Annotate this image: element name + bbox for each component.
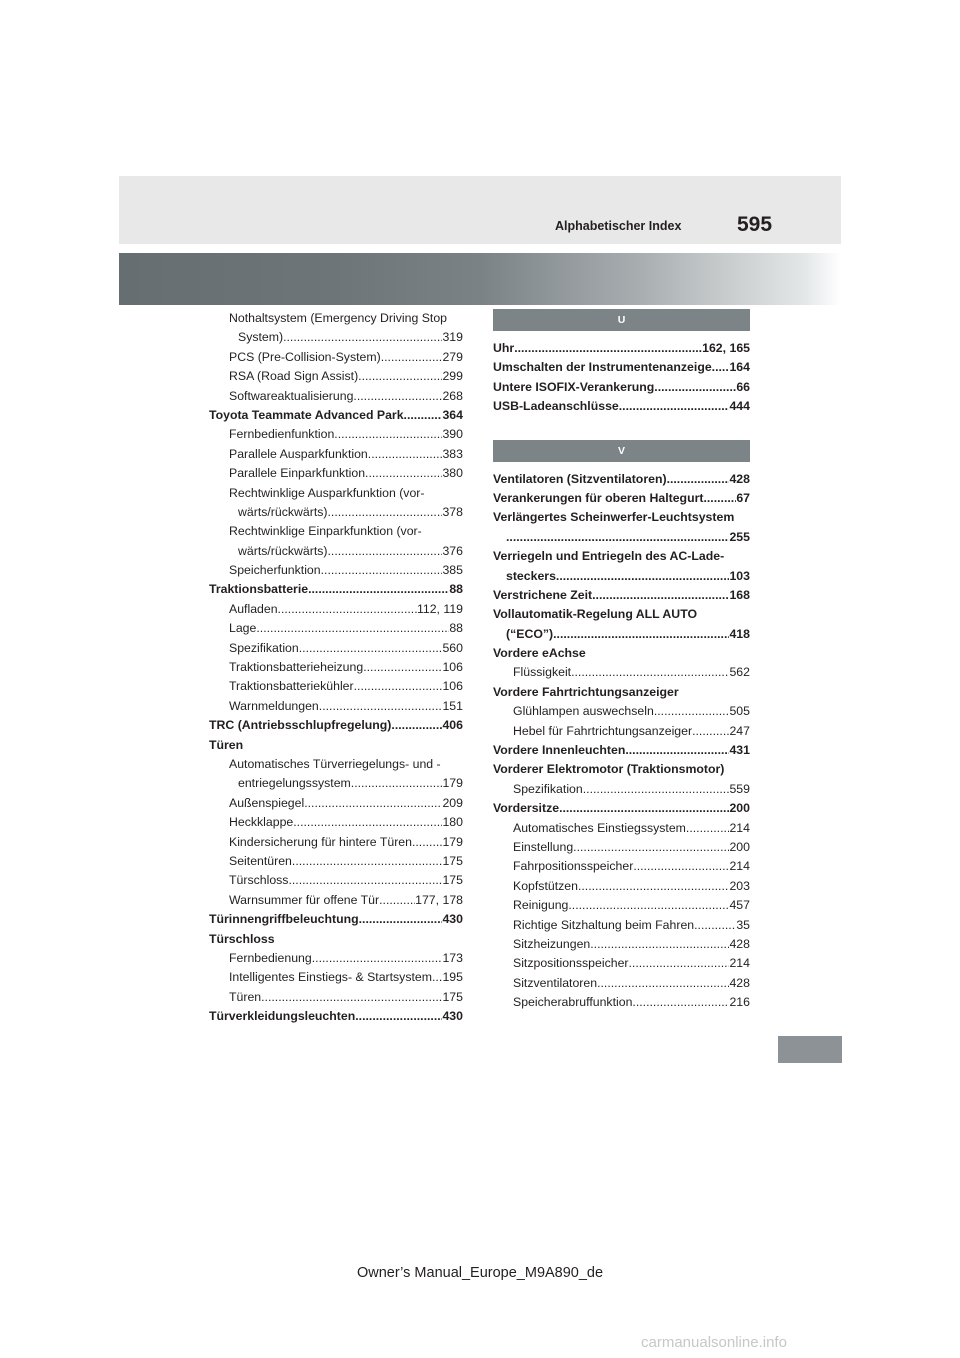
dot-leader — [686, 819, 730, 838]
dot-leader — [592, 586, 729, 605]
index-column-left — [209, 309, 463, 1026]
index-entry — [493, 702, 750, 721]
index-entry-page: 406 — [442, 718, 463, 733]
index-entry-page: 216 — [729, 995, 750, 1010]
index-entry-page: 255 — [729, 529, 750, 544]
index-entry — [209, 774, 463, 793]
index-entry-label: Umschalten der Instrumentenanzeige — [493, 360, 712, 375]
index-entry — [493, 663, 750, 682]
index-entry — [209, 600, 463, 619]
index-entry-page: 162, 165 — [702, 341, 750, 355]
index-entry-page: 505 — [729, 704, 750, 719]
index-entry-label: Untere ISOFIX-Verankerung — [493, 379, 655, 394]
index-entry-label: Verriegeln und Entriegeln des AC-Lade- — [493, 549, 725, 564]
dot-leader — [404, 406, 443, 425]
index-entry — [493, 567, 750, 586]
index-entry-page: 380 — [442, 466, 463, 481]
index-entry — [209, 716, 463, 735]
index-entry-page: 175 — [442, 873, 463, 888]
index-entry-page: 376 — [442, 543, 463, 558]
index-entry-page: 428 — [729, 471, 750, 486]
index-entry-page: 299 — [442, 369, 463, 384]
index-entry — [209, 639, 463, 658]
dot-leader — [288, 871, 442, 890]
index-entry — [209, 852, 463, 871]
index-entry-page: 151 — [442, 698, 463, 713]
index-entry-label: Vordere Innenleuchten — [493, 743, 626, 758]
index-entry-label: Aufladen — [229, 601, 278, 616]
index-entry-page: 444 — [729, 399, 750, 414]
index-entry — [209, 697, 463, 716]
dot-leader — [292, 852, 443, 871]
index-entry-page: 177, 178 — [415, 892, 463, 907]
index-entry-label: Außenspiegel — [229, 795, 305, 810]
index-entry-label: Vordere eAchse — [493, 646, 586, 661]
index-entry-page: 214 — [729, 956, 750, 971]
dot-leader — [365, 464, 442, 483]
index-entry — [209, 348, 463, 367]
chapter-tab — [778, 1036, 842, 1063]
index-entry — [493, 877, 750, 896]
dot-leader — [328, 503, 443, 522]
index-entry-page: 88 — [449, 582, 463, 597]
index-entry-label: Vordersitze — [493, 801, 560, 816]
index-entry-label: Speicherabruffunktion — [513, 995, 633, 1010]
dot-leader — [559, 799, 729, 818]
dot-leader — [667, 470, 730, 489]
dot-leader — [556, 567, 730, 586]
index-entry-label: Sitzpositionsspeicher — [513, 956, 629, 971]
index-entry-label: Traktionsbatterieheizung — [229, 660, 364, 675]
index-entry-page: 383 — [442, 446, 463, 461]
index-entry — [493, 780, 750, 799]
index-entry-label: wärts/rückwärts) — [238, 543, 328, 558]
index-entry — [493, 935, 750, 954]
index-entry-label: Richtige Sitzhaltung beim Fahren — [513, 917, 695, 932]
index-entry — [209, 930, 463, 949]
dot-leader — [261, 988, 442, 1007]
dot-leader — [633, 857, 729, 876]
dot-leader — [632, 993, 729, 1012]
index-entry-label: Rechtwinklige Einparkfunktion (vor- — [229, 524, 422, 539]
letter-bar-u: U — [493, 309, 750, 331]
index-entry-page: 390 — [442, 427, 463, 442]
index-entry-label: Traktionsbatteriekühler — [229, 679, 354, 694]
index-entry — [493, 508, 750, 527]
index-entry-label: Fernbedienung — [229, 950, 312, 965]
index-entry-page: 35 — [736, 917, 750, 932]
index-entry — [209, 561, 463, 580]
index-entry-page: 173 — [442, 950, 463, 965]
index-entry-label: Sitzventilatoren — [513, 975, 598, 990]
index-entry-label: Türen — [229, 989, 262, 1004]
index-entry — [493, 993, 750, 1012]
index-entry-label: Hebel für Fahrtrichtungsanzeiger — [513, 723, 693, 738]
dot-leader — [703, 489, 736, 508]
dot-leader — [358, 367, 442, 386]
index-entry — [493, 528, 750, 547]
dot-leader — [571, 663, 729, 682]
index-entry-page: 203 — [729, 878, 750, 893]
index-entry-label: Vordere Fahrtrichtungsanzeiger — [493, 684, 679, 699]
index-entry — [209, 464, 463, 483]
index-entry — [209, 658, 463, 677]
index-entry-label: Fahrpositionsspeicher — [513, 859, 634, 874]
index-entry-label: Türinnengriffbeleuchtung — [209, 912, 359, 927]
index-entry-label: Türen — [209, 737, 244, 752]
index-entry — [209, 988, 463, 1007]
index-entry-page: 214 — [729, 859, 750, 874]
index-entry — [493, 916, 750, 935]
index-entry — [493, 586, 750, 605]
index-entry — [493, 974, 750, 993]
index-entry — [493, 819, 750, 838]
index-entry-page: 385 — [442, 563, 463, 578]
index-entry — [209, 871, 463, 890]
dot-leader — [278, 600, 417, 619]
index-entry — [209, 522, 463, 541]
index-entry-label: PCS (Pre-Collision-System) — [229, 349, 381, 364]
index-entry-label: Spezifikation — [513, 781, 583, 796]
dot-leader — [319, 697, 443, 716]
index-entry-page: 175 — [442, 989, 463, 1004]
index-entry-page: 179 — [442, 776, 463, 791]
dot-leader — [629, 954, 730, 973]
index-entry-label: Türverkleidungsleuchten — [209, 1009, 356, 1024]
index-entry-page: 180 — [442, 815, 463, 830]
index-entry-label: Uhr — [493, 341, 515, 355]
index-entry — [209, 949, 463, 968]
dot-leader — [355, 1007, 442, 1026]
index-entry-label: Warnmeldungen — [229, 698, 319, 713]
dot-leader — [654, 378, 736, 397]
index-entry-label: Automatisches Einstiegssystem — [513, 820, 686, 835]
index-entry-label: steckers — [506, 568, 556, 583]
index-entry-page: 103 — [729, 568, 750, 583]
index-entry-label: Verlängertes Scheinwerfer-Leuchtsystem — [493, 510, 735, 525]
index-entry-label: Traktionsbatterie — [209, 582, 309, 597]
index-entry-label: Warnsummer für offene Tür — [229, 892, 380, 907]
index-entry-label: Speicherfunktion — [229, 563, 321, 578]
index-entry — [209, 736, 463, 755]
header-box — [119, 176, 841, 244]
watermark: carmanualsonline.info — [641, 1334, 787, 1351]
index-entry-page: 168 — [729, 587, 750, 602]
index-entry-label: Vorderer Elektromotor (Traktionsmotor) — [493, 762, 725, 777]
index-entry-label: Einstellung — [513, 839, 574, 854]
index-entry-label: Kopfstützen — [513, 878, 578, 893]
index-entry-label: Reinigung — [513, 898, 569, 913]
dot-leader — [328, 542, 443, 561]
index-column-right — [493, 309, 750, 1013]
index-entry-label: Verstrichene Zeit — [493, 587, 593, 602]
index-entry — [209, 910, 463, 929]
index-entry-page: 179 — [442, 834, 463, 849]
index-entry-label: Automatisches Türverriegelungs- und - — [229, 756, 441, 771]
dot-leader — [363, 658, 442, 677]
dot-leader — [354, 677, 443, 696]
dot-leader — [359, 910, 443, 929]
index-entry — [493, 470, 750, 489]
dot-leader — [293, 813, 442, 832]
index-entry — [493, 489, 750, 508]
dot-leader — [412, 833, 443, 852]
index-entry-page: 214 — [729, 820, 750, 835]
index-entry — [209, 891, 463, 910]
index-entry — [209, 833, 463, 852]
index-entry-label: Vollautomatik-Regelung ALL AUTO — [493, 607, 698, 622]
index-list-u — [493, 339, 750, 417]
index-entry — [493, 378, 750, 397]
index-entry-label: Lage — [229, 621, 257, 636]
index-entry — [209, 484, 463, 503]
footer-text: Owner’s Manual_Europe_M9A890_de — [356, 1265, 604, 1281]
dot-leader — [321, 561, 443, 580]
index-entry-page: 319 — [442, 330, 463, 345]
index-entry-page: 428 — [729, 936, 750, 951]
dot-leader — [379, 891, 415, 910]
index-entry-label: Parallele Ausparkfunktion — [229, 446, 368, 461]
index-entry-label: Nothaltsystem (Emergency Driving Stop — [229, 311, 448, 325]
index-entry-page: 200 — [729, 839, 750, 854]
letter-bar-v: V — [493, 440, 750, 462]
index-entry — [493, 625, 750, 644]
index-entry-page: 430 — [442, 912, 463, 927]
index-entry — [209, 425, 463, 444]
dot-leader — [506, 528, 729, 547]
index-entry — [209, 406, 463, 425]
index-entry-label: (“ECO”) — [506, 626, 554, 641]
dot-leader — [514, 339, 702, 358]
index-entry-label: wärts/rückwärts) — [238, 504, 328, 519]
index-entry-label: Toyota Teammate Advanced Park — [209, 407, 404, 422]
dot-leader — [712, 358, 730, 377]
dot-leader — [583, 780, 730, 799]
dot-leader — [381, 348, 443, 367]
index-entry — [493, 358, 750, 377]
dot-leader — [351, 774, 443, 793]
index-entry — [493, 644, 750, 663]
index-entry-page: 431 — [729, 743, 750, 758]
index-entry — [493, 605, 750, 624]
dot-leader — [283, 328, 442, 347]
index-entry — [209, 968, 463, 987]
index-entry-label: Verankerungen für oberen Haltegurt — [493, 490, 704, 505]
index-entry-page: 559 — [729, 781, 750, 796]
index-entry-label: Sitzheizungen — [513, 936, 591, 951]
dot-leader — [256, 619, 449, 638]
index-entry — [209, 580, 463, 599]
dot-leader — [692, 722, 729, 741]
index-entry — [493, 397, 750, 416]
index-entry-label: Ventilatoren (Sitzventilatoren) — [493, 471, 667, 486]
index-entry-label: Spezifikation — [229, 640, 299, 655]
index-entry-label: Softwareaktualisierung — [229, 388, 354, 403]
index-entry-page: 247 — [729, 723, 750, 738]
dot-leader — [304, 794, 442, 813]
index-entry-label: Intelligentes Einstiegs- & Startsystem — [229, 970, 432, 985]
index-entry-label: Glühlampen auswechseln — [513, 704, 654, 719]
index-entry-page: 175 — [442, 853, 463, 868]
index-entry — [209, 542, 463, 561]
index-entry-label: USB-Ladeanschlüsse — [493, 399, 619, 414]
index-entry-page: 209 — [442, 795, 463, 810]
dot-leader — [597, 974, 729, 993]
index-entry-page: 164 — [729, 360, 750, 375]
index-entry — [209, 309, 463, 328]
dot-leader — [391, 716, 442, 735]
index-entry-page: 430 — [442, 1009, 463, 1024]
index-entry — [209, 387, 463, 406]
dot-leader — [353, 387, 442, 406]
index-entry-page: 66 — [736, 379, 750, 394]
dot-leader — [578, 877, 730, 896]
header-gradient-band — [119, 253, 841, 305]
index-entry — [209, 755, 463, 774]
dot-leader — [334, 425, 442, 444]
index-entry — [493, 741, 750, 760]
page-number: 595 — [737, 213, 773, 236]
index-entry — [493, 339, 750, 358]
index-entry — [209, 445, 463, 464]
index-entry-page: 279 — [442, 349, 463, 364]
index-entry — [493, 683, 750, 702]
index-entry-label: RSA (Road Sign Assist) — [229, 369, 359, 384]
dot-leader — [308, 580, 449, 599]
index-entry — [209, 503, 463, 522]
index-entry-page: 106 — [442, 660, 463, 675]
index-entry-page: 200 — [729, 801, 750, 816]
index-entry-label: Türschloss — [229, 873, 289, 888]
dot-leader — [590, 935, 729, 954]
index-entry-page: 560 — [442, 640, 463, 655]
index-list-v — [493, 470, 750, 1013]
index-entry-page: 112, 119 — [416, 601, 463, 616]
index-entry — [209, 619, 463, 638]
index-entry-label: Rechtwinklige Ausparkfunktion (vor- — [229, 485, 425, 500]
index-entry-page: 67 — [736, 490, 750, 505]
index-entry-page: 364 — [442, 407, 463, 422]
index-entry — [493, 722, 750, 741]
section-title: Alphabetischer Index — [555, 219, 682, 233]
index-entry — [493, 838, 750, 857]
index-entry-page: 268 — [442, 388, 463, 403]
index-entry-page: 195 — [442, 970, 463, 985]
index-entry-label: Parallele Einparkfunktion — [229, 466, 366, 481]
dot-leader — [312, 949, 443, 968]
index-entry-page: 106 — [442, 679, 463, 694]
index-entry — [209, 677, 463, 696]
index-entry-label: Heckklappe — [229, 815, 294, 830]
dot-leader — [299, 639, 443, 658]
index-entry-page: 378 — [442, 504, 463, 519]
index-entry — [209, 813, 463, 832]
index-entry-page: 88 — [449, 621, 463, 636]
index-entry — [209, 794, 463, 813]
index-entry-label: Flüssigkeit — [513, 665, 572, 680]
index-entry-label: Türschloss — [209, 931, 275, 946]
index-entry — [493, 896, 750, 915]
index-entry-label: entriegelungssystem — [238, 776, 351, 791]
index-entry — [209, 1007, 463, 1026]
dot-leader — [573, 838, 729, 857]
index-entry-page: 418 — [729, 626, 750, 641]
dot-leader — [625, 741, 729, 760]
index-entry — [493, 799, 750, 818]
dot-leader — [553, 625, 729, 644]
index-entry-page: 428 — [729, 975, 750, 990]
dot-leader — [694, 916, 736, 935]
index-entry — [493, 760, 750, 779]
index-entry-label: Kindersicherung für hintere Türen — [229, 834, 412, 849]
index-entry-label: System) — [238, 330, 284, 345]
index-entry — [493, 547, 750, 566]
index-entry-page: 457 — [729, 898, 750, 913]
index-entry-label: Seitentüren — [229, 853, 292, 868]
index-entry-page: 562 — [729, 665, 750, 680]
index-entry — [209, 367, 463, 386]
dot-leader — [654, 702, 730, 721]
dot-leader — [368, 445, 443, 464]
index-entry — [209, 328, 463, 347]
index-entry-label: Fernbedienfunktion — [229, 427, 335, 442]
dot-leader — [619, 397, 730, 416]
dot-leader — [432, 968, 442, 987]
index-entry — [493, 857, 750, 876]
index-entry-label: TRC (Antriebsschlupfregelung) — [209, 718, 392, 733]
dot-leader — [568, 896, 729, 915]
index-entry — [493, 954, 750, 973]
